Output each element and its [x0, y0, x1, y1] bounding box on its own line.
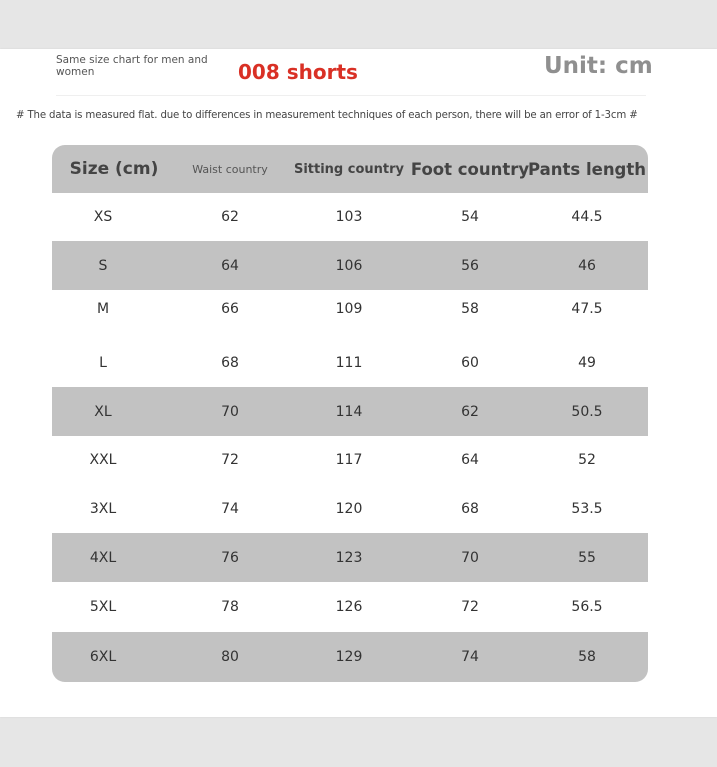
foot-cell: 60 [461, 354, 479, 371]
foot-cell: 62 [461, 403, 479, 420]
waist-cell: 78 [221, 599, 239, 615]
sitting-cell: 106 [335, 257, 363, 274]
size-table [52, 145, 648, 682]
size-cell: 5XL [89, 599, 117, 615]
unit-label: Unit: cm [544, 53, 653, 79]
foot-cell: 74 [461, 649, 479, 665]
foot-cell: 54 [461, 209, 479, 225]
table-row [52, 241, 648, 290]
size-cell: 3XL [89, 500, 117, 517]
foot-cell: 68 [461, 500, 479, 517]
subtitle: Same size chart for men and women [56, 54, 208, 78]
foot-cell: 64 [461, 452, 479, 468]
header-divider [56, 95, 646, 96]
table-row [52, 484, 648, 533]
sitting-cell: 126 [335, 599, 363, 615]
size-cell: S [98, 257, 108, 274]
size-cell: L [99, 354, 107, 371]
waist-cell: 72 [221, 452, 239, 468]
column-header-size: Size (cm) [69, 159, 159, 179]
sitting-cell: 114 [335, 403, 363, 420]
foot-cell: 70 [461, 549, 479, 566]
waist-cell: 68 [221, 354, 239, 371]
waist-cell: 80 [221, 649, 239, 665]
size-cell: XXL [89, 452, 117, 468]
foot-cell: 58 [461, 301, 479, 317]
column-header-sitting: Sitting country [293, 161, 405, 177]
product-title: 008 shorts [238, 60, 358, 84]
size-cell: XL [94, 403, 112, 420]
foot-cell: 56 [461, 257, 479, 274]
pants-length-cell: 52 [578, 452, 596, 468]
waist-cell: 76 [221, 549, 239, 566]
table-row [52, 387, 648, 436]
waist-cell: 74 [221, 500, 239, 517]
table-row [52, 193, 648, 241]
measurement-note: # The data is measured flat. due to differences in measurement techniques of each person, there will be an error of 1-3cm # [16, 110, 638, 121]
column-header-foot: Foot country [410, 159, 530, 179]
table-row [52, 290, 648, 328]
size-cell: XS [93, 209, 113, 225]
table-row [52, 338, 648, 387]
pants-length-cell: 49 [578, 354, 596, 371]
pants-length-cell: 56.5 [571, 599, 603, 615]
sitting-cell: 120 [335, 500, 363, 517]
column-header-waist: Waist country [192, 162, 268, 176]
pants-length-cell: 50.5 [571, 403, 603, 420]
size-cell: 6XL [89, 649, 117, 665]
sitting-cell: 117 [335, 452, 363, 468]
sitting-cell: 123 [335, 549, 363, 566]
waist-cell: 66 [221, 301, 239, 317]
pants-length-cell: 46 [578, 257, 596, 274]
table-row [52, 632, 648, 682]
sitting-cell: 109 [335, 301, 363, 317]
sitting-cell: 103 [335, 209, 363, 225]
table-row [52, 436, 648, 484]
pants-length-cell: 55 [578, 549, 596, 566]
waist-cell: 70 [221, 403, 239, 420]
table-row [52, 582, 648, 632]
pants-length-cell: 53.5 [571, 500, 603, 517]
sitting-cell: 111 [335, 354, 363, 371]
pants-length-cell: 44.5 [571, 209, 603, 225]
sitting-cell: 129 [335, 649, 363, 665]
waist-cell: 62 [221, 209, 239, 225]
pants-length-cell: 58 [578, 649, 596, 665]
foot-cell: 72 [461, 599, 479, 615]
table-header-row [52, 145, 648, 193]
table-row [52, 533, 648, 582]
size-cell: 4XL [89, 549, 117, 566]
column-header-pants-length: Pants length [527, 159, 647, 179]
size-cell: M [96, 301, 110, 317]
waist-cell: 64 [221, 257, 239, 274]
pants-length-cell: 47.5 [571, 301, 603, 317]
